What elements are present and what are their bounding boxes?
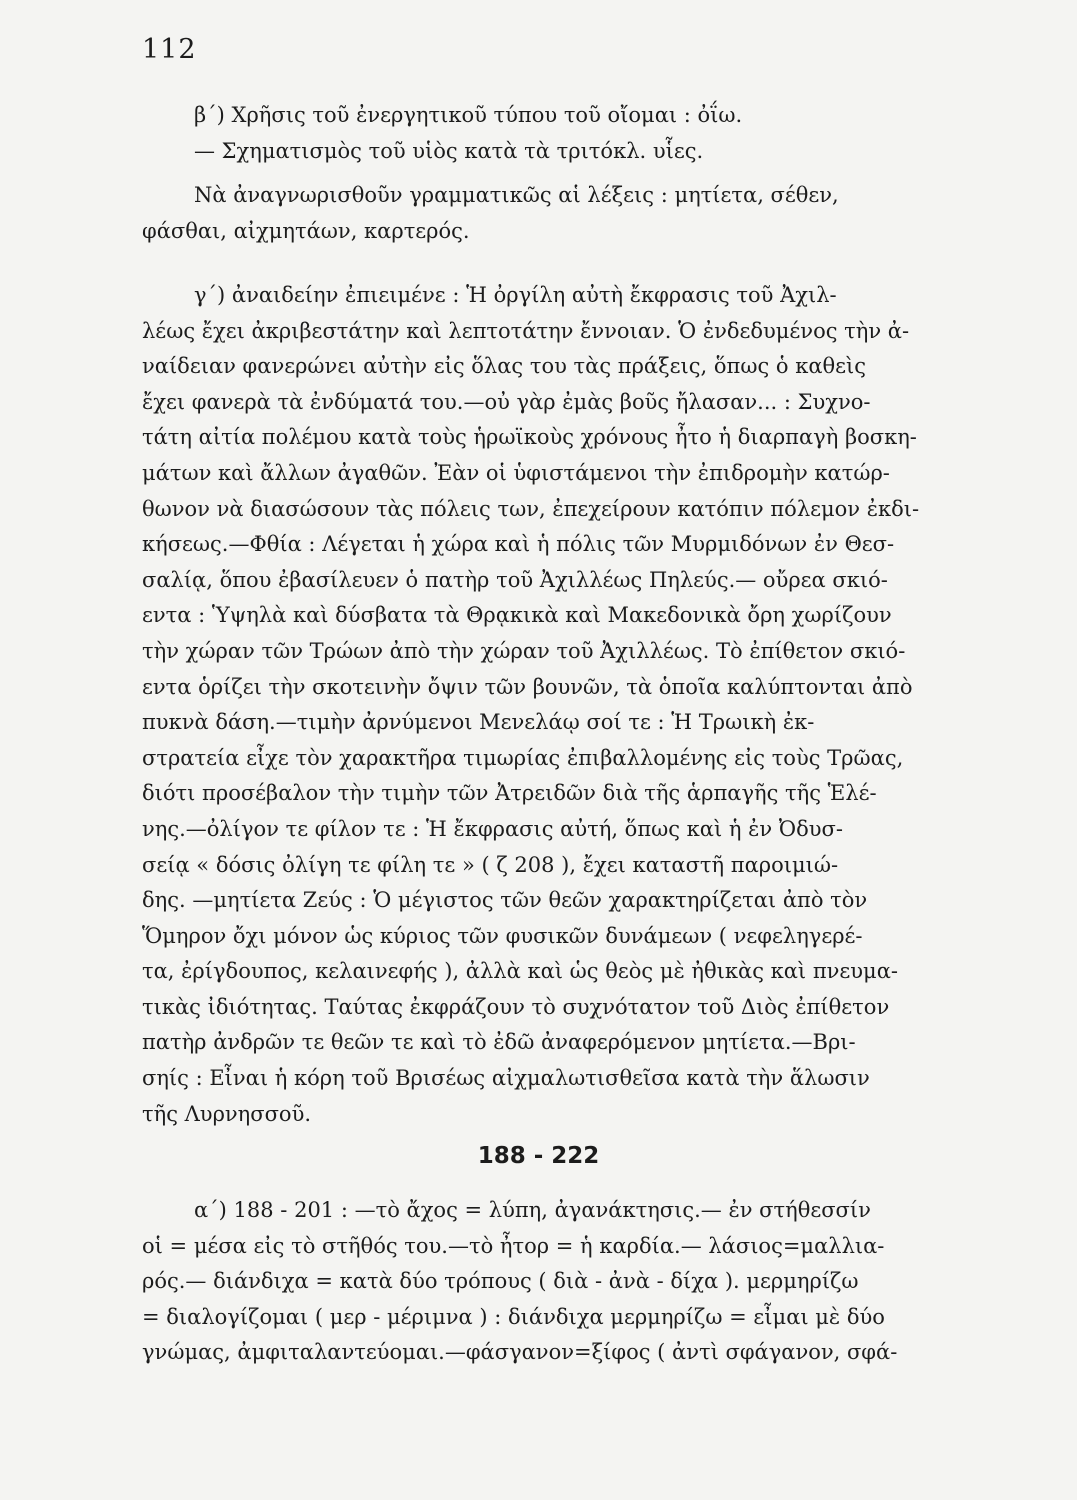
page-number: 112 [142, 34, 197, 65]
section-c [142, 278, 1002, 1132]
text-line: νης.—ὀλίγον τε φίλον τε : Ἡ ἔκφρασις αὐτή, ὅπως καὶ ἡ ἐν Ὀδυσ- [142, 816, 843, 841]
text-line: τάτη αἰτία πολέμου κατὰ τοὺς ἡρωϊκοὺς χρόνους ἦτο ἡ διαρπαγὴ βοσκη- [142, 425, 917, 450]
text-line: — Σχηματισμὸς τοῦ υἱὸς κατὰ τὰ τριτόκλ. υἷες. [194, 138, 704, 163]
text-line: πατὴρ ἀνδρῶν τε θεῶν τε καὶ τὸ ἐδῶ ἀναφερόμενον μητίετα.—Βρι- [142, 1030, 856, 1055]
text-line: λέως ἔχει ἀκριβεστάτην καὶ λεπτοτάτην ἔννοιαν. Ὁ ἐνδεδυμένος τὴν ἀ- [142, 318, 910, 343]
text-line: β΄) Χρῆσις τοῦ ἐνεργητικοῦ τύπου τοῦ οἴομαι : ὀΐω. [194, 103, 743, 127]
text-line: εντα ὁρίζει τὴν σκοτεινὴν ὄψιν τῶν βουνῶν, τὰ ὁποῖα καλύπτονται ἀπὸ [142, 674, 913, 699]
text-line: ἔχει φανερὰ τὰ ἐνδύματά του.—οὐ γὰρ ἐμὰς βοῦς ἤλασαν... : Συχνο- [142, 389, 871, 414]
text-line: φάσθαι, αἰχμητάων, καρτερός. [142, 218, 470, 243]
section-exercise [142, 178, 1002, 249]
section-heading: 188 - 222 [477, 1143, 600, 1169]
text-line: τα, ἐρίγδουπος, κελαινεφής ), ἀλλὰ καὶ ὡς θεὸς μὲ ἠθικὰς καὶ πνευμα- [142, 959, 898, 984]
text-line: ρός.— διάνδιχα = κατὰ δύο τρόπους ( διὰ - ἀνὰ - δίχα ). μερμηρίζω [142, 1269, 859, 1294]
text-line: γνώμας, ἀμφιταλαντεύομαι.—φάσγανον=ξίφος ( ἀντὶ σφάγανον, σφά- [142, 1340, 898, 1365]
text-line: εντα : Ὑψηλὰ καὶ δύσβατα τὰ Θρᾳκικὰ καὶ Μακεδονικὰ ὄρη χωρίζουν [142, 603, 892, 628]
text-line: πυκνὰ δάση.—τιμὴν ἀρνύμενοι Μενελάῳ σοί τε : Ἡ Τρωικὴ ἐκ- [142, 710, 815, 735]
text-line: μάτων καὶ ἄλλων ἀγαθῶν. Ἐὰν οἱ ὑφιστάμενοι τὴν ἐπιδρομὴν κατώρ- [142, 460, 890, 485]
section-b [142, 98, 1002, 169]
section-a [142, 1193, 1002, 1371]
text-line: α΄) 188 - 201 : —τὸ ἄχος = λύπη, ἀγανάκτησις.— ἐν στήθεσσίν [194, 1198, 871, 1222]
text-line: σαλίᾳ, ὅπου ἐβασίλευεν ὁ πατὴρ τοῦ Ἀχιλλέως Πηλεύς.— οὔρεα σκιό- [142, 567, 888, 592]
text-line: σηίς : Εἶναι ἡ κόρη τοῦ Βρισέως αἰχμαλωτισθεῖσα κατὰ τὴν ἅλωσιν [142, 1066, 870, 1091]
text-line: διότι προσέβαλον τὴν τιμὴν τῶν Ἀτρειδῶν διὰ τῆς ἁρπαγῆς τῆς Ἑλέ- [142, 781, 877, 806]
text-line: τῆς Λυρνησσοῦ. [142, 1101, 312, 1126]
text-line: τὴν χώραν τῶν Τρώων ἀπὸ τὴν χώραν τοῦ Ἀχιλλέως. Τὸ ἐπίθετον σκιό- [142, 638, 906, 663]
text-line: σείᾳ « δόσις ὀλίγη τε φίλη τε » ( ζ 208 ), ἔχει καταστῆ παροιμιώ- [142, 852, 839, 877]
text-line: τικὰς ἰδιότητας. Ταύτας ἐκφράζουν τὸ συχνότατον τοῦ Διὸς ἐπίθετον [142, 994, 890, 1019]
text-line: Νὰ ἀναγνωρισθοῦν γραμματικῶς αἱ λέξεις : μητίετα, σέθεν, [194, 183, 839, 207]
text-line: οἱ = μέσα εἰς τὸ στῆθός του.—τὸ ἦτορ = ἡ καρδία.— λάσιος=μαλλια- [142, 1233, 885, 1258]
text-line: ναίδειαν φανερώνει αὐτὴν εἰς ὅλας του τὰς πράξεις, ὅπως ὁ καθεὶς [142, 354, 867, 379]
text-line: = διαλογίζομαι ( μερ - μέριμνα ) : διάνδιχα μερμηρίζω = εἶμαι μὲ δύο [142, 1304, 885, 1329]
text-line: γ΄) ἀναιδείην ἐπιειμένε : Ἡ ὀργίλη αὐτὴ ἔκφρασις τοῦ Ἀχιλ- [194, 283, 837, 307]
text-line: κήσεως.—Φθία : Λέγεται ἡ χώρα καὶ ἡ πόλις τῶν Μυρμιδόνων ἐν Θεσ- [142, 532, 895, 557]
text-line: θωνον νὰ διασώσουν τὰς πόλεις των, ἐπεχείρουν κατόπιν πόλεμον ἐκδι- [142, 496, 920, 521]
text-line: Ὅμηρον ὄχι μόνον ὡς κύριος τῶν φυσικῶν δυνάμεων ( νεφεληγερέ- [142, 923, 863, 948]
text-line: δης. —μητίετα Ζεύς : Ὁ μέγιστος τῶν θεῶν χαρακτηρίζεται ἀπὸ τὸν [142, 888, 868, 913]
text-line: στρατεία εἶχε τὸν χαρακτῆρα τιμωρίας ἐπιβαλλομένης εἰς τοὺς Τρῶας, [142, 745, 904, 770]
